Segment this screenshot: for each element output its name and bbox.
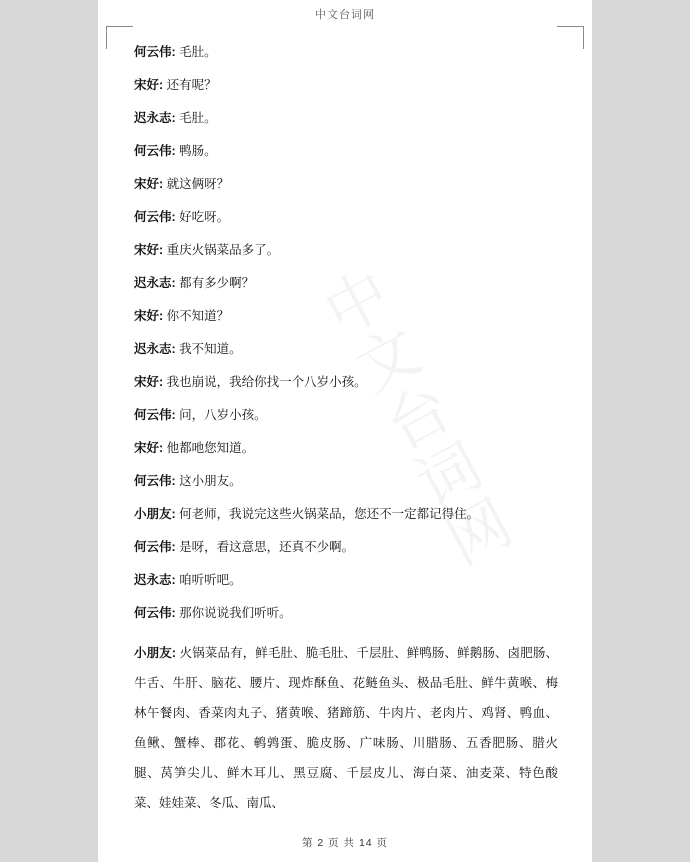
speaker-label: 宋好: bbox=[134, 375, 164, 389]
page-sheet bbox=[98, 0, 592, 862]
dialogue-line bbox=[134, 341, 558, 357]
speaker-label: 迟永志: bbox=[134, 573, 176, 587]
dialogue-text: 鸭肠。 bbox=[179, 144, 217, 158]
dialogue-text: 毛肚。 bbox=[179, 111, 217, 125]
dialogue-line bbox=[134, 374, 558, 390]
dialogue-line bbox=[134, 242, 558, 258]
crop-mark-top-right bbox=[557, 26, 584, 49]
document-body bbox=[134, 44, 558, 818]
watermark-char: 词 bbox=[406, 429, 499, 521]
site-header: 中文台词网 bbox=[315, 9, 375, 21]
speaker-label: 宋好: bbox=[134, 78, 164, 92]
dialogue-text: 他都吔您知道。 bbox=[166, 441, 255, 455]
dialogue-text: 重庆火锅菜品多了。 bbox=[166, 243, 280, 257]
watermark-char: 台 bbox=[375, 371, 468, 464]
speaker-label: 何云伟: bbox=[134, 144, 176, 158]
dialogue-text: 问，八岁小孩。 bbox=[179, 408, 267, 422]
speaker-label: 宋好: bbox=[134, 177, 164, 191]
watermark-char: 网 bbox=[436, 486, 529, 579]
dialogue-text: 好吃呀。 bbox=[179, 210, 230, 224]
dialogue-line bbox=[134, 176, 558, 192]
dialogue-text: 咱听听吧。 bbox=[179, 573, 242, 587]
dialogue-text: 就这俩呀？ bbox=[166, 177, 230, 191]
crop-mark-top-left bbox=[106, 26, 133, 49]
page-footer: 第 2 页 共 14 页 bbox=[301, 837, 389, 849]
speaker-label: 何云伟: bbox=[134, 210, 176, 224]
speaker-label: 迟永志: bbox=[134, 276, 176, 290]
dialogue-text: 还有呢？ bbox=[166, 78, 217, 92]
dialogue-text: 我不知道。 bbox=[179, 342, 242, 356]
speaker-label: 迟永志: bbox=[134, 342, 176, 356]
dialogue-text: 我也崩说，我给你找一个八岁小孩。 bbox=[166, 375, 367, 389]
dialogue-line bbox=[134, 506, 558, 522]
dialogue-line bbox=[134, 44, 558, 60]
dialogue-text: 何老师，我说完这些火锅菜品，您还不一定都记得住。 bbox=[179, 507, 480, 521]
dialogue-line bbox=[134, 308, 558, 324]
speaker-label: 何云伟: bbox=[134, 606, 176, 620]
speaker-label: 何云伟: bbox=[134, 408, 176, 422]
speaker-label: 何云伟: bbox=[134, 474, 176, 488]
right-margin bbox=[592, 0, 690, 862]
watermark-char: 中 bbox=[314, 256, 407, 349]
dialogue-text: 毛肚。 bbox=[179, 45, 217, 59]
dialogue-line bbox=[134, 143, 558, 159]
speaker-label: 小朋友: bbox=[134, 507, 176, 521]
dialogue-text: 都有多少啊？ bbox=[179, 276, 255, 290]
dialogue-text: 那你说说我们听听。 bbox=[179, 606, 292, 620]
dialogue-line bbox=[134, 473, 558, 489]
dialogue-line bbox=[134, 605, 558, 621]
speaker-label: 宋好: bbox=[134, 243, 164, 257]
dialogue-text: 你不知道？ bbox=[166, 309, 230, 323]
dialogue-line bbox=[134, 209, 558, 225]
dialogue-line bbox=[134, 440, 558, 456]
speaker-label: 何云伟: bbox=[134, 540, 176, 554]
dialogue-text: 火锅菜品有，鲜毛肚、脆毛肚、千层肚、鲜鸭肠、鲜鹅肠、卤肥肠、牛舌、牛肝、脑花、腰片、现炸酥鱼、花鲢鱼头、极品毛肚、鲜牛黄喉、梅林午餐肉、香菜肉丸子、猪黄喉、猪蹄筋、牛肉片、老肉片、鸡肾、鸭血、鱼鳅、蟹棒、郡花、鹌鹑蛋、脆皮肠、广味肠、川腊肠、五香肥肠、腊火腿、莴笋尖儿、鲜木耳儿、黑豆腐、千层皮儿、海白菜、油麦菜、特色酸菜、娃娃菜、冬瓜、南瓜、 bbox=[134, 646, 558, 810]
speaker-label: 小朋友: bbox=[134, 646, 177, 660]
dialogue-line bbox=[134, 77, 558, 93]
speaker-label: 迟永志: bbox=[134, 111, 176, 125]
dialogue-line bbox=[134, 407, 558, 423]
dialogue-line bbox=[134, 539, 558, 555]
dialogue-text: 是呀，看这意思，还真不少啊。 bbox=[179, 540, 355, 554]
left-margin bbox=[0, 0, 98, 862]
dialogue-paragraph bbox=[134, 638, 558, 818]
dialogue-line bbox=[134, 110, 558, 126]
dialogue-line bbox=[134, 275, 558, 291]
dialogue-text: 这小朋友。 bbox=[179, 474, 242, 488]
dialogue-line bbox=[134, 572, 558, 588]
watermark-char: 文 bbox=[345, 314, 438, 407]
speaker-label: 宋好: bbox=[134, 309, 164, 323]
speaker-label: 宋好: bbox=[134, 441, 164, 455]
speaker-label: 何云伟: bbox=[134, 45, 176, 59]
